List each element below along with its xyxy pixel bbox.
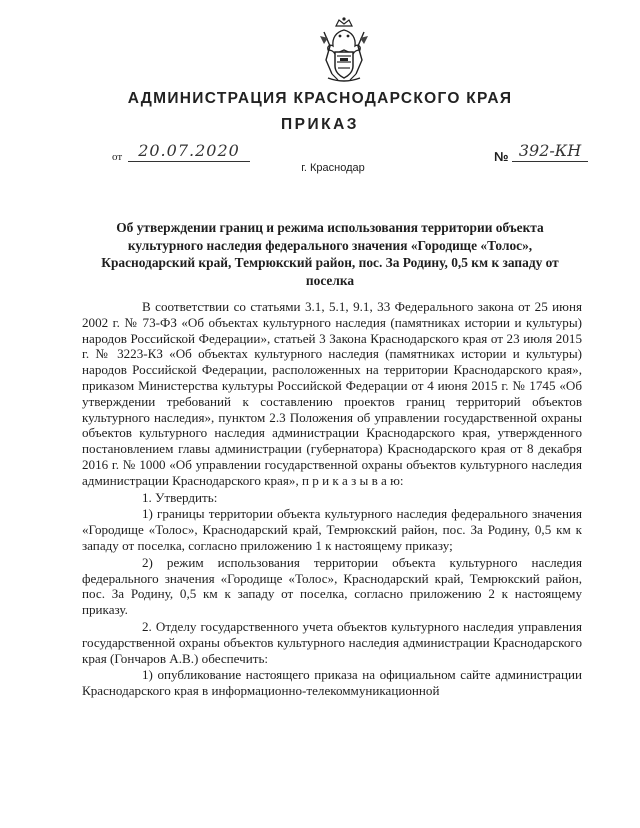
clause-1: 1. Утвердить: xyxy=(142,489,218,505)
document-type: ПРИКАЗ xyxy=(281,116,359,133)
preamble-paragraph: В соответствии со статьями 3.1, 5.1, 9.1, 33 Федерального закона от 25 июня 2002 г. № 73-ФЗ «Об объектах культурного наследия (памятниках истории и культуры) народов Российской Федерации», статьей 3 Закона Краснодарского края от 23 июля 2015 г. № 3223-КЗ «Об объектах культурного наследия (памятниках истории и культуры) народов Российской Федерации, расположенных на территории Краснодарского края», приказом Министерства культуры Российской Федерации от 4 июня 2015 г. № 1745 «Об утверждении требований к составлению проектов границ территорий объектов культурного наследия», пунктом 2.3 Положения об управлении государственной охраны объектов культурного наследия администрации Краснодарского края, утвержденного постановлением главы администрации (губернатора) Краснодарского края от 8 декабря 2016 г. № 1000 «Об управлении государственной охраны объектов культурного наследия администрации Краснодарского края», п р и к а з ы в а ю: xyxy=(82,299,582,488)
date-handwritten: 20.07.2020 xyxy=(128,141,250,162)
date-prefix: от xyxy=(112,151,123,163)
order-number-handwritten: 392-КН xyxy=(512,141,588,162)
document-body xyxy=(82,299,582,699)
clause-1-item-1: 1) границы территории объекта культурного наследия федерального значения «Городище «Толос», Краснодарский край, Темрюкский район, пос. За Родину, 0,5 км к западу от поселка, согласно приложению 1 к настоящему приказу; xyxy=(82,506,582,553)
coat-of-arms-emblem xyxy=(316,16,372,84)
clause-1-item-2: 2) режим использования территории объекта культурного наследия федерального значения «Городище «Толос», Краснодарский край, Темрюкский район, пос. За Родину, 0,5 км к западу от поселка, согласно приложению 2 к настоящему приказу. xyxy=(82,554,582,618)
organization-title: АДМИНИСТРАЦИЯ КРАСНОДАРСКОГО КРАЯ xyxy=(127,90,513,107)
clause-2: 2. Отделу государственного учета объектов культурного наследия управления государственной охраны объектов культурного наследия администрации Краснодарского края (Гончаров А.В.) обеспечить: xyxy=(82,618,582,666)
document-heading: Об утверждении границ и режима использования территории объекта культурного наследия федерального значения «Городище «Толос», Краснодарский край, Темрюкский район, пос. За Родину, 0,5 км к западу от поселка xyxy=(101,220,559,288)
number-prefix: № xyxy=(494,149,509,164)
clause-2-item-1: 1) опубликование настоящего приказа на официальном сайте администрации Краснодарского края в информационно-телекоммуникационной xyxy=(82,667,582,699)
city-label: г. Краснодар xyxy=(301,162,365,174)
